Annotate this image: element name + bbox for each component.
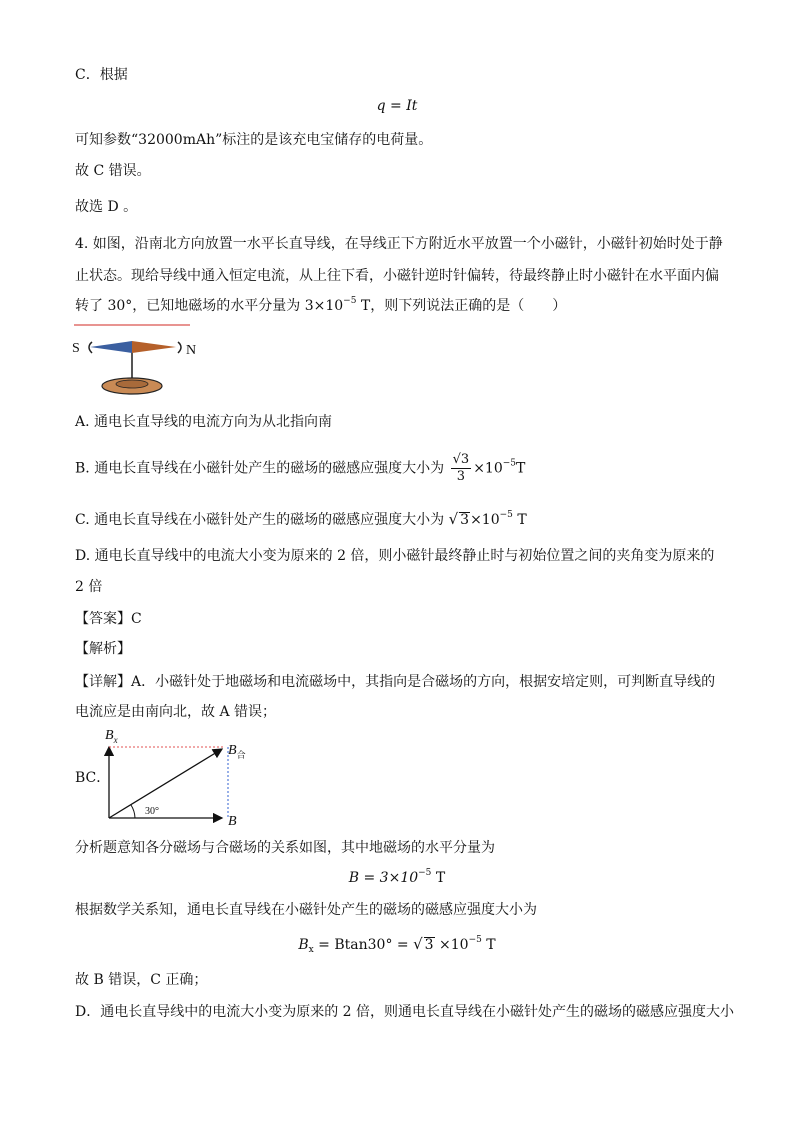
vector-diagram — [95, 725, 265, 830]
option-c-heading: C．根据 — [75, 67, 128, 83]
option-b-unit: T — [516, 460, 526, 477]
option-b-fraction — [451, 452, 472, 485]
choose-d-line: 故选 D 。 — [75, 199, 138, 215]
needle-north-half — [132, 341, 176, 353]
angle-label: 30° — [145, 806, 159, 817]
bhe-label-sub: 合 — [236, 750, 246, 760]
analysis-line-1: 分析题意知各分磁场与合磁场的关系如图，其中地磁场的水平分量为 — [75, 840, 495, 856]
detail-line-1: 【详解】A．小磁针处于地磁场和电流磁场中，其指向是合磁场的方向，根据安培定则，可判断直导线的 — [75, 674, 716, 690]
question-4-line-2: 止状态。现给导线中通入恒定电流，从上往下看，小磁针逆时针偏转，待最终静止时小磁针在水平面内偏 — [75, 268, 719, 284]
question-4-line-3-a: 转了 30°，已知地磁场的水平分量为 3×10 — [75, 298, 344, 314]
bc-label: BC． — [75, 770, 111, 786]
bhe-label-main: B — [228, 743, 237, 758]
c-conclusion-line: 故 C 错误。 — [75, 163, 151, 179]
question-4-line-3-b: T，则下列说法正确的是（ ） — [356, 298, 567, 314]
conclusion-line: 故 B 错误，C 正确； — [75, 972, 208, 988]
eq-b-text: B = 3×10 — [348, 870, 419, 886]
label-n: N — [186, 343, 197, 358]
option-a: A. 通电长直导线的电流方向为从北指向南 — [75, 414, 333, 430]
eq-bx-middle: = Btan30° = — [313, 937, 414, 953]
bx-label-sub: x — [113, 735, 118, 745]
eq-bx-sub: x — [308, 945, 314, 955]
answer-label: 【答案】C — [75, 611, 142, 627]
equation-q-text: q = It — [376, 98, 418, 114]
option-b-times: ×10 — [473, 460, 503, 477]
rotation-arrow-s — [89, 342, 92, 353]
b-label: B — [228, 814, 237, 829]
option-c — [75, 509, 527, 530]
option-d-line-2: 2 倍 — [75, 579, 103, 595]
bhe-vector — [109, 749, 222, 818]
fraction-denominator: 3 — [456, 469, 466, 484]
d-explanation-line: D．通电长直导线中的电流大小变为原来的 2 倍，则通电长直导线在小磁针处产生的磁场的磁感应强度大小 — [75, 1004, 735, 1020]
option-c-exponent: −5 — [499, 510, 513, 520]
option-b — [75, 452, 525, 485]
compass-needle-figure — [70, 320, 205, 400]
label-s: S — [72, 341, 80, 356]
option-b-text: B. 通电长直导线在小磁针处产生的磁场的磁感应强度大小为 — [75, 460, 445, 477]
eq-bx-times: ×10 — [434, 937, 469, 953]
eq-b-exponent: −5 — [418, 868, 432, 878]
analysis-line-2: 根据数学关系知，通电长直导线在小磁针处产生的磁场的磁感应强度大小为 — [75, 902, 537, 918]
base-inner — [116, 380, 148, 388]
bhe-label — [228, 743, 246, 760]
needle-south-half — [90, 341, 132, 353]
eq-bx-unit: T — [481, 937, 496, 953]
bx-label — [105, 728, 118, 745]
option-c-radicand: 3 — [460, 512, 470, 528]
bx-label-main: B — [105, 728, 114, 743]
sqrt-symbol: √ — [448, 510, 459, 528]
c-explanation-line: 可知参数“32000mAh”标注的是该充电宝储存的电荷量。 — [75, 132, 433, 148]
question-4-line-3 — [75, 296, 566, 316]
question-4-exponent: −5 — [343, 296, 357, 306]
eq-sqrt-symbol: √ — [413, 935, 423, 953]
eq-bx-exponent: −5 — [468, 935, 482, 945]
option-c-text: C. 通电长直导线在小磁针处产生的磁场的磁感应强度大小为 — [75, 512, 445, 528]
equation-b-value — [0, 868, 794, 888]
eq-bx-radicand: 3 — [424, 937, 434, 953]
angle-arc — [131, 805, 135, 818]
eq-b-unit: T — [431, 870, 446, 886]
equation-bx-value — [0, 934, 794, 955]
option-b-exponent: −5 — [502, 458, 517, 469]
option-c-times: ×10 — [470, 512, 500, 528]
equation-q-it — [0, 96, 794, 116]
option-c-unit: T — [512, 512, 527, 528]
option-d-line-1: D. 通电长直导线中的电流大小变为原来的 2 倍，则小磁针最终静止时与初始位置之间的夹角变为原来的 — [75, 548, 715, 564]
fraction-numerator: √3 — [452, 452, 470, 467]
eq-bx-symbol: B — [298, 937, 309, 953]
detail-line-2: 电流应是由南向北，故 A 错误； — [75, 704, 277, 720]
rotation-arrow-n — [178, 342, 181, 353]
analysis-label: 【解析】 — [75, 641, 131, 657]
question-4-line-1: 4. 如图，沿南北方向放置一水平长直导线，在导线正下方附近水平放置一个小磁针，小磁针初始时处于静 — [75, 236, 723, 252]
